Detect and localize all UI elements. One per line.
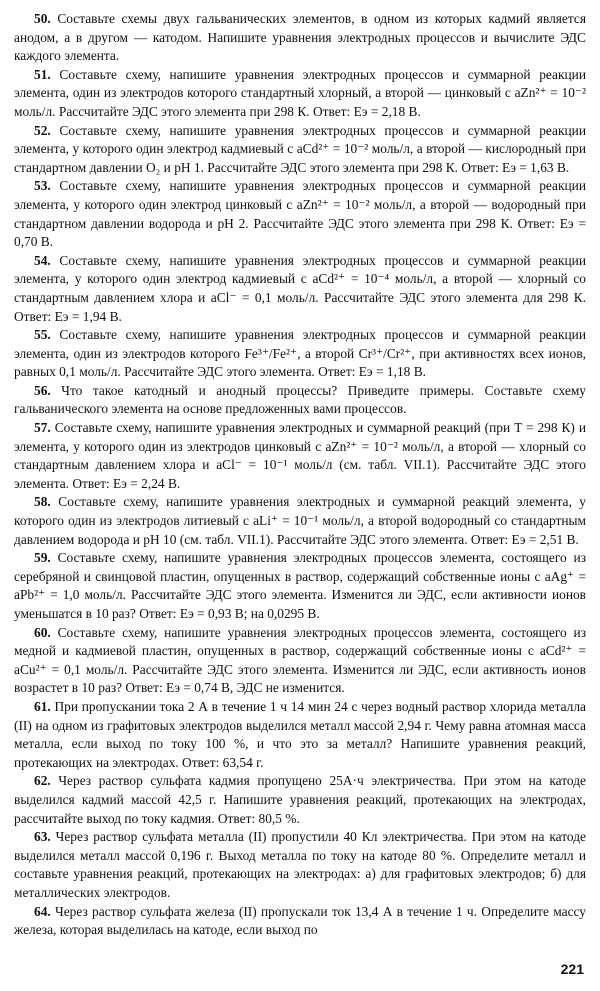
- problem-53: [14, 177, 586, 251]
- problem-number: 59.: [34, 550, 51, 566]
- problem-number: 52.: [34, 122, 51, 138]
- problem-text: Через раствор сульфата железа (II) пропускали ток 13,4 А в течение 1 ч. Определите массу железа, которая выделилась на катоде, если выход по: [14, 903, 586, 938]
- problem-number: 58.: [34, 494, 51, 510]
- problem-number: 55.: [34, 327, 51, 343]
- problem-64: [14, 903, 586, 940]
- problem-text: Составьте схему, напишите уравнения электродных процессов и суммарной реакции элемента, один из электродов которого Fe³⁺/Fe²⁺, а второй Cr³⁺/Cr²⁺, при активностях всех ионов, равных 0,1 моль/л. Рассчитайте ЭДС этого элемента. Ответ: Eэ = 1,18 В.: [14, 327, 586, 380]
- problem-text: Составьте схему, напишите уравнения электродных процессов и суммарной реакции элемента, один из электродов которого стандартный хлорный, а второй — цинковый с aZn²⁺ = 10⁻² моль/л. Рассчитайте ЭДС этого элемента при 298 К. Ответ: Eэ = 2,18 В.: [14, 66, 586, 119]
- problem-list: [14, 10, 586, 940]
- problem-text: Составьте схему, напишите уравнения электродных процессов и суммарной реакции элемента, у которого один электрод кадмиевый с aCd²⁺ = 10⁻⁴ моль/л, а второй — хлорный со стандартным давлением хлора и aCl⁻ = 0,1 моль/л. Рассчитайте ЭДС этого элемента для 298 К. Ответ: Eэ = 1,94 В.: [14, 252, 586, 324]
- problem-text: Составьте схему, напишите уравнения электродных и суммарной реакций элемента, у которого один из электродов литиевый с aLi⁺ = 10⁻¹ моль/л, а второй водородный со стандартным давлением водорода и pH 10 (см. табл. VII.1). Рассчитайте ЭДС этого элемента. Ответ: Eэ = 2,51 В.: [14, 494, 586, 547]
- problem-63: [14, 828, 586, 902]
- problem-50: [14, 10, 586, 66]
- problem-61: [14, 698, 586, 772]
- problem-57: [14, 419, 586, 493]
- problem-text: Составьте схему, напишите уравнения электродных процессов и суммарной реакции элемента, у которого один электрод цинковый с aZn²⁺ = 10⁻² моль/л, а второй — водородный при стандартном давлении водорода и pH 2. Рассчитайте ЭДС этого элемента при 298 К. Ответ: Eэ = 0,70 В.: [14, 178, 586, 250]
- problem-number: 54.: [34, 252, 51, 268]
- problem-number: 53.: [34, 178, 51, 194]
- problem-number: 64.: [34, 903, 51, 919]
- problem-text: Через раствор сульфата кадмия пропущено 25А·ч электричества. При этом на катоде выделился кадмий массой 42,5 г. Напишите уравнения реакций, протекающих на электродах, рассчитайте выход по току кадмия. Ответ: 80,5 %.: [14, 773, 586, 826]
- problem-62: [14, 772, 586, 828]
- problem-text: При пропускании тока 2 А в течение 1 ч 14 мин 24 с через водный раствор хлорида металла (II) на одном из графитовых электродов выделился металл массой 2,94 г. Чему равна атомная масса металла, если выход по току 100 %, и что это за металл? Напишите уравнения реакций, протекающих на электродах. Ответ: 63,54 г.: [14, 698, 586, 770]
- problem-text: Составьте схему, напишите уравнения электродных процессов элемента, состоящего из медной и кадмиевой пластин, опущенных в раствор, содержащий собственные ионы с aCd²⁺ = aCu²⁺ = 0,1 моль/л. Рассчитайте ЭДС этого элемента. Изменится ли ЭДС, если активность ионов возрастет в 10 раз? Ответ: Eэ = 0,74 В, ЭДС не изменится.: [14, 624, 586, 696]
- problem-60: [14, 624, 586, 698]
- problem-55: [14, 326, 586, 382]
- problem-52: [14, 122, 586, 178]
- problem-number: 61.: [34, 698, 51, 714]
- problem-number: 51.: [34, 66, 51, 82]
- problem-text: Составьте схему, напишите уравнения электродных и суммарной реакций (при T = 298 К) и элемента, у которого один из электродов цинковый с aZn²⁺ = 10⁻² моль/л, а второй — хлорный со стандартным давлением хлора и aCl⁻ = 10⁻¹ моль/л (см. табл. VII.1). Рассчитайте ЭДС этого элемента. Ответ: Eэ = 2,24 В.: [14, 420, 586, 491]
- problem-number: 60.: [34, 624, 51, 640]
- problem-number: 50.: [34, 11, 51, 26]
- problem-number: 57.: [34, 420, 51, 436]
- page-number: 221: [560, 961, 584, 977]
- problem-56: [14, 382, 586, 419]
- problem-number: 56.: [34, 382, 51, 398]
- problem-text: Составьте схему, напишите уравнения электродных процессов элемента, состоящего из серебряной и свинцовой пластин, опущенных в раствор, содержащий собственные ионы с aAg⁺ = aPb²⁺ = 1,0 моль/л. Рассчитайте ЭДС этого элемента. Изменится ли ЭДС, если активности ионов уменьшатся в 10 раз? Ответ: Eэ = 0,93 В; на 0,0295 В.: [14, 550, 586, 621]
- problem-58: [14, 493, 586, 549]
- problem-text: Составьте схемы двух гальванических элементов, в одном из которых кадмий является анодом, а в другом — катодом. Напишите уравнения электродных процессов и вычислите ЭДС каждого элемента.: [14, 11, 586, 64]
- problem-text: Что такое катодный и анодный процессы? Приведите примеры. Составьте схему гальванического элемента на основе предложенных вами процессов.: [14, 382, 586, 417]
- problem-number: 62.: [34, 773, 51, 789]
- problem-text: Через раствор сульфата металла (II) пропустили 40 Кл электричества. При этом на катоде выделился металл массой 0,196 г. Выход металла по току на катоде 80 %. Определите металл и составьте уравнения реакций, протекающих на электродах: а) для графитовых электродов; б) для металлических электродов.: [14, 829, 586, 900]
- problem-51: [14, 66, 586, 122]
- problem-number: 63.: [34, 829, 51, 845]
- problem-59: [14, 549, 586, 623]
- problem-text: Составьте схему, напишите уравнения электродных процессов и суммарной реакции элемента, у которого один электрод кадмиевый с aCd²⁺ = 10⁻² моль/л, а второй — кислородный при стандартном давлении O₂ и pH 1. Рассчитайте ЭДС этого элемента при 298 К. Ответ: Eэ = 1,63 В.: [14, 122, 586, 175]
- problem-54: [14, 252, 586, 326]
